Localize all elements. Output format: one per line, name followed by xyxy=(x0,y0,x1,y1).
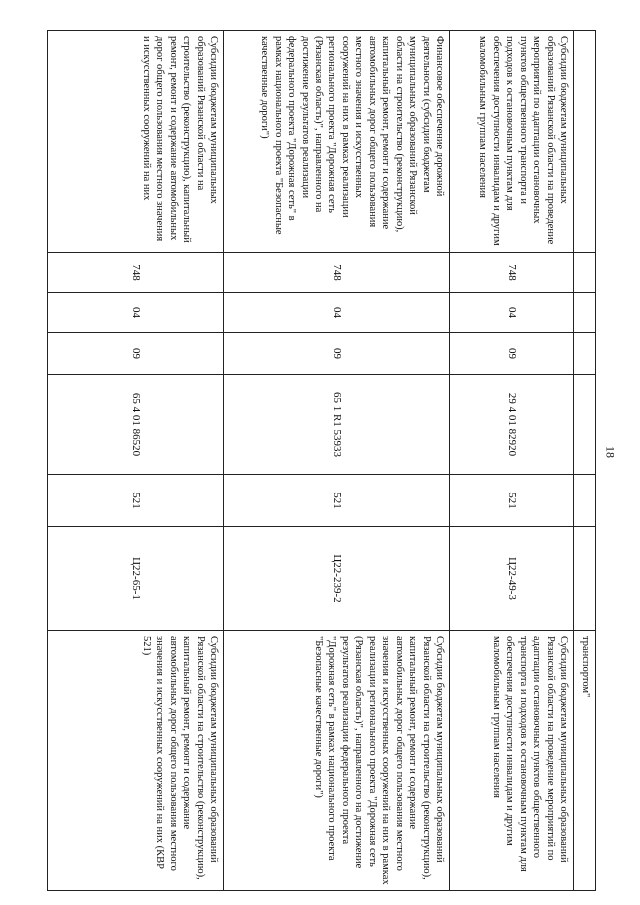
cell-description: Субсидии бюджетам муниципальных образований Рязанской области на проведение мероприятий по адаптации остановочных пунктов общественного транспорта и подходов к остановочным пунктам для обеспечения доступности инвалидам и другим маломобильным группам населения xyxy=(450,631,574,891)
cell-subsection: 09 xyxy=(224,333,450,375)
cell-subsection xyxy=(574,333,596,375)
cell-description: Субсидии бюджетам муниципальных образований Рязанской области на строительство (реконструкцию), капитальный ремонт, ремонт и содержание автомобильных дорог общего пользования местного значения и искусственных сооружений на них (КВР 521) xyxy=(48,631,224,891)
cell-description: транспортом" xyxy=(574,631,596,891)
table-row xyxy=(224,31,450,891)
cell-code xyxy=(574,527,596,631)
cell-name: Субсидии бюджетам муниципальных образований Рязанской области на строительство (реконструкцию), капитальный ремонт, ремонт и содержание автомобильных дорог общего пользования местного значения и искусственных сооружений на них xyxy=(48,31,224,253)
cell-name xyxy=(574,31,596,253)
cell-target-article: 65 4 01 86520 xyxy=(48,375,224,475)
cell-section xyxy=(574,293,596,333)
cell-code: Ц22-49-3 xyxy=(450,527,574,631)
cell-subsection: 09 xyxy=(48,333,224,375)
cell-expense-type: 521 xyxy=(48,475,224,527)
cell-grbs: 748 xyxy=(48,253,224,293)
table-row xyxy=(574,31,596,891)
cell-expense-type xyxy=(574,475,596,527)
cell-expense-type: 521 xyxy=(450,475,574,527)
cell-grbs: 748 xyxy=(450,253,574,293)
page-number: 18 xyxy=(603,446,618,458)
rotated-page xyxy=(48,30,596,890)
cell-grbs: 748 xyxy=(224,253,450,293)
cell-target-article: 29 4 01 82920 xyxy=(450,375,574,475)
cell-code: Ц22-65-1 xyxy=(48,527,224,631)
cell-section: 04 xyxy=(450,293,574,333)
cell-description: Субсидии бюджетам муниципальных образований Рязанской области на строительство (реконструкцию), капитальный ремонт, ремонт и содержание автомобильных дорог общего пользования местного значения и искусственных сооружений на них в рамках реализации регионального проекта "Дорожная сеть (Рязанская область)", направленного на достижение результатов реализации федерального проекта "Дорожная сеть" в рамках национального проекта "Безопасные качественные дороги") xyxy=(224,631,450,891)
cell-name: Финансовое обеспечение дорожной деятельности (субсидии бюджетам муниципальных образований Рязанской области на строительство (реконструкцию), капитальный ремонт, ремонт и содержание автомобильных дорог общего пользования местного значения и искусственных сооружений на них в рамках реализации регионального проекта "Дорожная сеть (Рязанская область)", направленного на достижение результатов реализации федерального проекта "Дорожная сеть" в рамках национального проекта "Безопасные качественные дороги") xyxy=(224,31,450,253)
cell-grbs xyxy=(574,253,596,293)
cell-target-article xyxy=(574,375,596,475)
cell-code: Ц22-239-2 xyxy=(224,527,450,631)
budget-code-table xyxy=(47,30,596,891)
rotated-table-container xyxy=(48,30,596,890)
table-row xyxy=(450,31,574,891)
cell-section: 04 xyxy=(48,293,224,333)
cell-section: 04 xyxy=(224,293,450,333)
cell-name: Субсидии бюджетам муниципальных образований Рязанской области на проведение мероприятий по адаптации остановочных пунктов общественного транспорта и подходов к остановочным пунктам для обеспечения доступности инвалидам и другим маломобильным группам населения xyxy=(450,31,574,253)
table-row xyxy=(48,31,224,891)
cell-subsection: 09 xyxy=(450,333,574,375)
cell-expense-type: 521 xyxy=(224,475,450,527)
cell-target-article: 65 1 R1 53933 xyxy=(224,375,450,475)
